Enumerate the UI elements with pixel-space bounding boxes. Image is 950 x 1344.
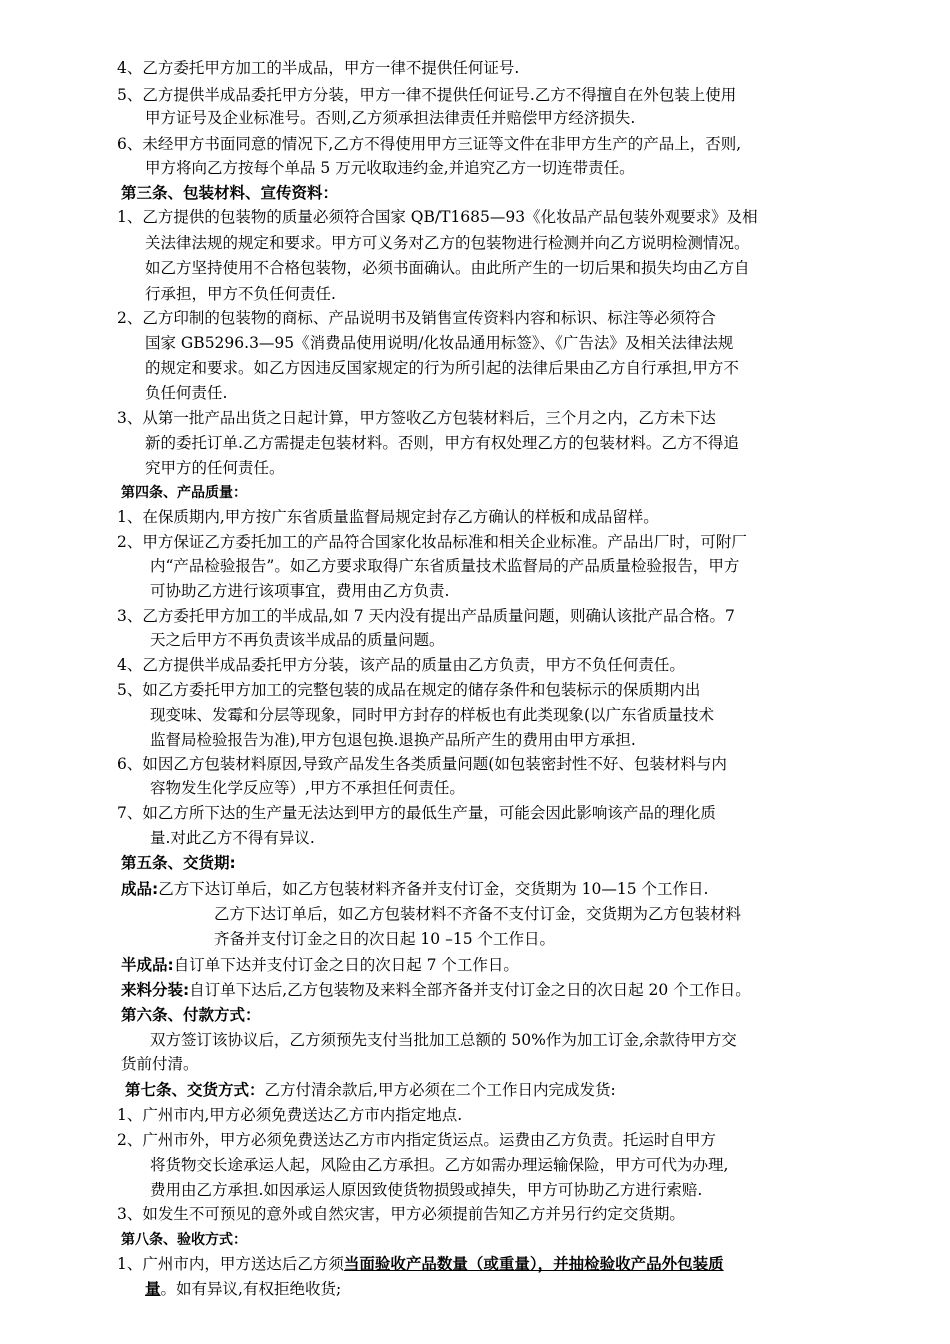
sec3-item-1-line2: 关法律法规的规定和要求。甲方可义务对乙方的包装物进行检测并向乙方说明检测情况。	[145, 234, 750, 252]
sec3-item-3-line2: 新的委托订单.乙方需提走包装材料。否则，甲方有权处理乙方的包装材料。乙方不得追	[145, 434, 739, 452]
sec5-finished-text: 乙方下达订单后，如乙方包装材料齐备并支付订金，交货期为 10—15 个工作日.	[158, 880, 709, 898]
sec7-heading-tail: 乙方付清余款后,甲方必须在二个工作日内完成发货:	[264, 1081, 616, 1099]
sec7-item-2-line3: 费用由乙方承担.如因承运人原因致使货物损毁或掉失，甲方可协助乙方进行索赔.	[150, 1181, 703, 1199]
sec5-semi-label: 半成品:	[121, 956, 174, 974]
sec5-finished-alt-line2: 齐备并支付订金之日的次日起 10 –15 个工作日。	[214, 930, 555, 948]
sec5-heading: 第五条、交货期:	[121, 854, 236, 872]
sec7-heading-line	[125, 1079, 616, 1101]
sec5-material-text: 自订单下达后,乙方包装物及来料全部齐备并支付订金之日的次日起 20 个工作日。	[189, 981, 751, 999]
sec8-item-1-line1	[117, 1253, 724, 1275]
sec8-item-1-underlined-tail: 量	[145, 1280, 161, 1298]
sec7-item-2-line1: 2、广州市外，甲方必须免费送达乙方市内指定货运点。运费由乙方负责。托运时自甲方	[117, 1131, 716, 1149]
sec2-item-6-line2: 甲方将向乙方按每个单品 5 万元收取违约金,并追究乙方一切连带责任。	[145, 159, 635, 177]
sec4-heading: 第四条、产品质量：	[121, 485, 247, 501]
sec3-item-3-line1: 3、从第一批产品出货之日起计算，甲方签收乙方包装材料后，三个月之内，乙方未下达	[117, 409, 716, 427]
sec4-item-7-line2: 量.对此乙方不得有异议.	[150, 829, 315, 847]
sec4-item-2-line2: 内“产品检验报告”。如乙方要求取得广东省质量技术监督局的产品质量检验报告，甲方	[150, 557, 740, 575]
sec2-item-4: 4、乙方委托甲方加工的半成品，甲方一律不提供任何证号.	[117, 59, 520, 77]
sec5-finished-label: 成品:	[121, 880, 159, 898]
sec3-item-1-line4: 行承担，甲方不负任何责任.	[145, 285, 336, 303]
sec2-item-5-line2: 甲方证号及企业标准号。否则,乙方须承担法律责任并赔偿甲方经济损失.	[145, 109, 636, 127]
sec2-item-5-line1: 5、乙方提供半成品委托甲方分装，甲方一律不提供任何证号.乙方不得擅自在外包装上使用	[117, 86, 737, 104]
sec4-item-5-line2: 现变味、发霉和分层等现象，同时甲方封存的样板也有此类现象(以广东省质量技术	[150, 706, 715, 724]
sec4-item-2-line1: 2、甲方保证乙方委托加工的产品符合国家化妆品标准和相关企业标准。产品出厂时，可附厂	[117, 533, 747, 551]
sec4-item-3-line1: 3、乙方委托甲方加工的半成品,如 7 天内没有提出产品质量问题，则确认该批产品合格。7	[117, 607, 735, 625]
sec3-heading: 第三条、包装材料、宣传资料：	[121, 184, 339, 202]
sec8-item-1-suffix: 。如有异议,有权拒绝收货;	[160, 1280, 342, 1298]
sec4-item-5-line3: 监督局检验报告为准),甲方包退包换.退换产品所产生的费用由甲方承担.	[150, 731, 636, 749]
sec3-item-1-line1: 1、乙方提供的包装物的质量必须符合国家 QB/T1685—93《化妆品产品包装外观要求》及相	[117, 208, 758, 226]
sec6-para-line2: 货前付清。	[121, 1055, 199, 1073]
sec8-item-1-prefix: 1、广州市内，甲方送达后乙方须	[117, 1255, 344, 1273]
sec7-item-1: 1、广州市内,甲方必须免费送达乙方市内指定地点.	[117, 1106, 463, 1124]
sec3-item-2-line2: 国家 GB5296.3—95《消费品使用说明/化妆品通用标签》、《广告法》及相关法律法规	[145, 334, 734, 352]
sec8-item-1-line2	[145, 1278, 341, 1300]
sec5-finished-alt-line1: 乙方下达订单后，如乙方包装材料不齐备不支付订金，交货期为乙方包装材料	[214, 905, 742, 923]
sec7-item-2-line2: 将货物交长途承运人起，风险由乙方承担。乙方如需办理运输保险，甲方可代为办理,	[150, 1156, 729, 1174]
sec5-semi-line	[121, 954, 519, 976]
sec4-item-1: 1、在保质期内,甲方按广东省质量监督局规定封存乙方确认的样板和成品留样。	[117, 508, 659, 526]
sec4-item-4: 4、乙方提供半成品委托甲方分装，该产品的质量由乙方负责，甲方不负任何责任。	[117, 656, 685, 674]
sec7-item-3: 3、如发生不可预见的意外或自然灾害，甲方必须提前告知乙方并另行约定交货期。	[117, 1205, 685, 1223]
sec4-item-3-line2: 天之后甲方不再负责该半成品的质量问题。	[150, 631, 445, 649]
sec4-item-6-line2: 容物发生化学反应等）,甲方不承担任何责任。	[150, 779, 465, 797]
sec8-heading: 第八条、验收方式：	[121, 1232, 247, 1248]
sec8-item-1-underlined: 当面验收产品数量（或重量），并抽检验收产品外包装质	[343, 1255, 724, 1273]
sec2-item-6-line1: 6、未经甲方书面同意的情况下,乙方不得使用甲方三证等文件在非甲方生产的产品上，否则,	[117, 135, 742, 153]
sec6-para-line1: 双方签订该协议后，乙方须预先支付当批加工总额的 50%作为加工订金,余款待甲方交	[150, 1031, 737, 1049]
sec3-item-2-line4: 负任何责任.	[145, 384, 228, 402]
sec7-heading: 第七条、交货方式：	[125, 1081, 265, 1099]
sec6-heading: 第六条、付款方式：	[121, 1006, 261, 1024]
sec5-semi-text: 自订单下达并支付订金之日的次日起 7 个工作日。	[173, 956, 519, 974]
sec4-item-2-line3: 可协助乙方进行该项事宜，费用由乙方负责.	[150, 582, 450, 600]
sec4-item-5-line1: 5、如乙方委托甲方加工的完整包装的成品在规定的储存条件和包装标示的保质期内出	[117, 681, 701, 699]
sec3-item-1-line3: 如乙方坚持使用不合格包装物，必须书面确认。由此所产生的一切后果和损失均由乙方自	[145, 259, 750, 277]
sec5-material-label: 来料分装:	[121, 981, 190, 999]
sec3-item-2-line1: 2、乙方印制的包装物的商标、产品说明书及销售宣传资料内容和标识、标注等必须符合	[117, 309, 716, 327]
sec3-item-2-line3: 的规定和要求。如乙方因违反国家规定的行为所引起的法律后果由乙方自行承担,甲方不	[145, 359, 739, 377]
sec4-item-6-line1: 6、如因乙方包装材料原因,导致产品发生各类质量问题(如包装密封性不好、包装材料与内	[117, 755, 727, 773]
sec4-item-7-line1: 7、如乙方所下达的生产量无法达到甲方的最低生产量，可能会因此影响该产品的理化质	[117, 804, 716, 822]
sec5-material-line	[121, 979, 751, 1001]
sec5-finished-line	[121, 878, 708, 900]
sec3-item-3-line3: 究甲方的任何责任。	[145, 459, 285, 477]
